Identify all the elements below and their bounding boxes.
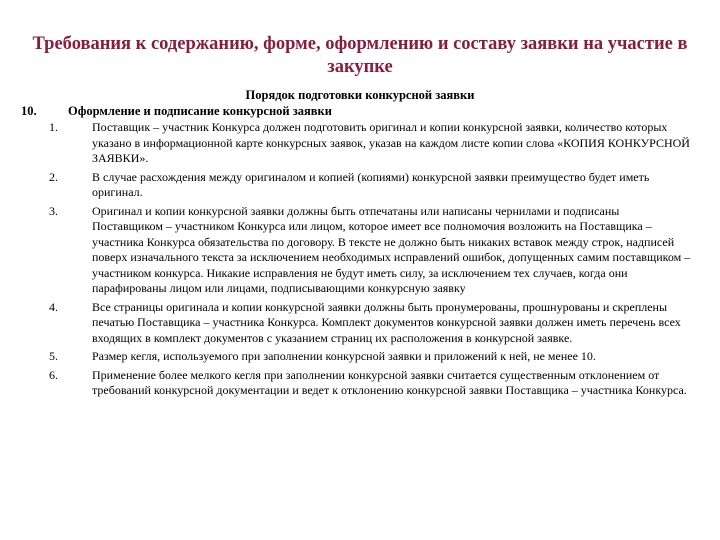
item-text: Применение более мелкого кегля при заполнении конкурсной заявки считается существенным отклонением от требований конкурсной документации и ведет к отклонению конкурсной заявки Поставщика – участника Конкурса. — [92, 367, 687, 397]
section-title: Оформление и подписание конкурсной заявки — [68, 104, 332, 118]
item-text: Оригинал и копии конкурсной заявки должны быть отпечатаны или написаны чернилами и подписаны Поставщиком – участником Конкурса или лицом, которое имеет все полномочия возложить на Поставщика – участника Конкурса обязательства по договору. В тексте не должно быть никаких вставок между строк, надписей поверх изначального текста за исключением необходимых исправлений ошибок, допущенных самим поставщиком – участником конкурса. Никакие исправления не будут иметь силу, за исключением тех случаев, когда они парафированы лицом или лицами, подписывающими конкурсную заявку — [92, 203, 691, 295]
list-item — [0, 170, 720, 201]
requirements-list — [0, 120, 720, 402]
list-item — [0, 120, 720, 167]
section-number: 10. — [21, 104, 37, 118]
slide-subtitle: Порядок подготовки конкурсной заявки — [245, 88, 475, 102]
list-item — [0, 300, 720, 347]
list-item — [0, 368, 720, 399]
item-number: 3. — [49, 203, 58, 218]
list-item — [0, 349, 720, 365]
item-number: 2. — [49, 169, 58, 184]
item-text: Все страницы оригинала и копии конкурсной заявки должны быть пронумерованы, прошнурованы и скреплены печатью Поставщика – участника Конкурса. Комплект документов конкурсной заявки должен иметь перечень всех входящих в комплект документов с указанием страниц их расположения в конкурсной заявке. — [92, 299, 681, 345]
item-number: 6. — [49, 367, 58, 382]
item-text: Размер кегля, используемого при заполнении конкурсной заявки и приложений к ней, не менее 10. — [92, 349, 596, 363]
list-item — [0, 204, 720, 297]
item-text: Поставщик – участник Конкурса должен подготовить оригинал и копии конкурсной заявки, количество которых указано в информационной карте конкурсных заявок, указав на каждом листе копии слова «КОПИЯ КОНКУРСНОЙ ЗАЯВКИ». — [92, 120, 690, 165]
item-text: В случае расхождения между оригиналом и копией (копиями) конкурсной заявки преимущество будет иметь оригинал. — [92, 169, 650, 199]
item-number: 1. — [49, 120, 58, 134]
slide-title: Требования к содержанию, форме, оформлению и составу заявки на участие в закупке — [32, 34, 688, 77]
item-number: 5. — [49, 349, 58, 363]
item-number: 4. — [49, 299, 58, 314]
